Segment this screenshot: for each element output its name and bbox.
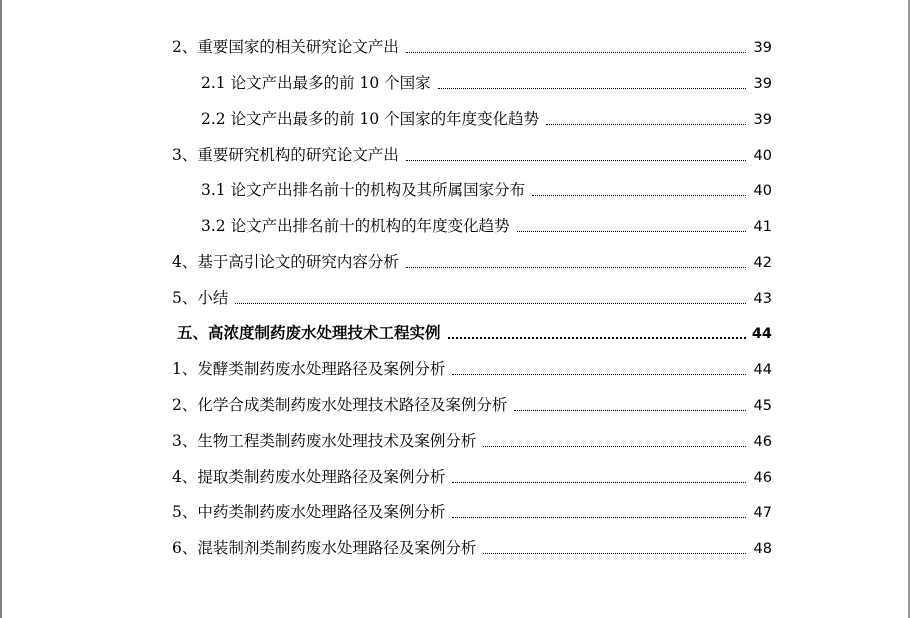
toc-entry-title: 3.1 论文产出排名前十的机构及其所属国家分布 xyxy=(201,181,526,199)
toc-entry[interactable] xyxy=(201,107,772,131)
toc-entry[interactable] xyxy=(172,500,772,524)
dot-leader xyxy=(406,159,746,161)
dot-leader xyxy=(452,373,746,375)
toc-entry[interactable] xyxy=(201,178,772,202)
toc-entry-title: 1、发酵类制药废水处理路径及案例分析 xyxy=(172,360,446,378)
toc-page-number: 44 xyxy=(753,362,772,378)
toc-entry[interactable] xyxy=(172,250,772,274)
toc-entry[interactable] xyxy=(172,35,772,59)
toc-entry[interactable] xyxy=(201,214,772,238)
toc-page-number: 40 xyxy=(753,148,772,164)
toc-entry-title: 4、提取类制药废水处理路径及案例分析 xyxy=(172,468,446,486)
toc-page-number: 39 xyxy=(753,40,772,56)
dot-leader xyxy=(517,230,746,232)
dot-leader xyxy=(448,336,746,339)
toc-entry-title: 5、小结 xyxy=(172,289,229,307)
toc-entry-title: 4、基于高引论文的研究内容分析 xyxy=(172,253,399,271)
dot-leader xyxy=(452,516,746,518)
dot-leader xyxy=(532,194,746,196)
toc-entry-title: 5、中药类制药废水处理路径及案例分析 xyxy=(172,503,446,521)
toc-entry-title: 3、生物工程类制药废水处理技术及案例分析 xyxy=(172,432,477,450)
toc-page-number: 44 xyxy=(751,326,772,342)
dot-leader xyxy=(483,552,746,554)
toc-page-number: 46 xyxy=(753,434,772,450)
toc-entry[interactable] xyxy=(172,357,772,381)
toc-entry-title: 3、重要研究机构的研究论文产出 xyxy=(172,146,399,164)
toc-page-number: 40 xyxy=(753,183,772,199)
toc-entry[interactable] xyxy=(172,393,772,417)
toc-page-number: 46 xyxy=(753,470,772,486)
toc-page-number: 43 xyxy=(753,291,772,307)
toc-entry-title: 2.2 论文产出最多的前 10 个国家的年度变化趋势 xyxy=(201,110,540,128)
toc-entry-title: 2、化学合成类制药废水处理技术路径及案例分析 xyxy=(172,396,508,414)
toc-page-number: 47 xyxy=(753,505,772,521)
dot-leader xyxy=(406,266,746,268)
dot-leader xyxy=(514,409,746,411)
dot-leader xyxy=(438,87,746,89)
toc-entry-title: 3.2 论文产出排名前十的机构的年度变化趋势 xyxy=(201,217,510,235)
toc-page-number: 39 xyxy=(753,76,772,92)
dot-leader xyxy=(546,123,746,125)
toc-entry-title: 2.1 论文产出最多的前 10 个国家 xyxy=(201,74,431,92)
toc-page-number: 48 xyxy=(753,541,772,557)
dot-leader xyxy=(406,51,746,53)
toc-entry-title: 五、高浓度制药废水处理技术工程实例 xyxy=(177,323,441,342)
dot-leader xyxy=(483,445,746,447)
dot-leader xyxy=(452,481,746,483)
toc-entry[interactable] xyxy=(172,429,772,453)
toc-entry-title: 6、混装制剂类制药废水处理路径及案例分析 xyxy=(172,539,477,557)
toc-entry[interactable] xyxy=(172,143,772,167)
toc-page-number: 45 xyxy=(753,398,772,414)
toc-page-number: 41 xyxy=(753,219,772,235)
toc-page-number: 42 xyxy=(753,255,772,271)
toc-chapter-entry[interactable] xyxy=(177,321,772,345)
toc-entry-title: 2、重要国家的相关研究论文产出 xyxy=(172,38,399,56)
toc-entry[interactable] xyxy=(172,465,772,489)
toc-entry[interactable] xyxy=(172,536,772,560)
toc-entry[interactable] xyxy=(172,286,772,310)
dot-leader xyxy=(235,302,746,304)
toc-page-number: 39 xyxy=(753,112,772,128)
toc-entry[interactable] xyxy=(201,71,772,95)
